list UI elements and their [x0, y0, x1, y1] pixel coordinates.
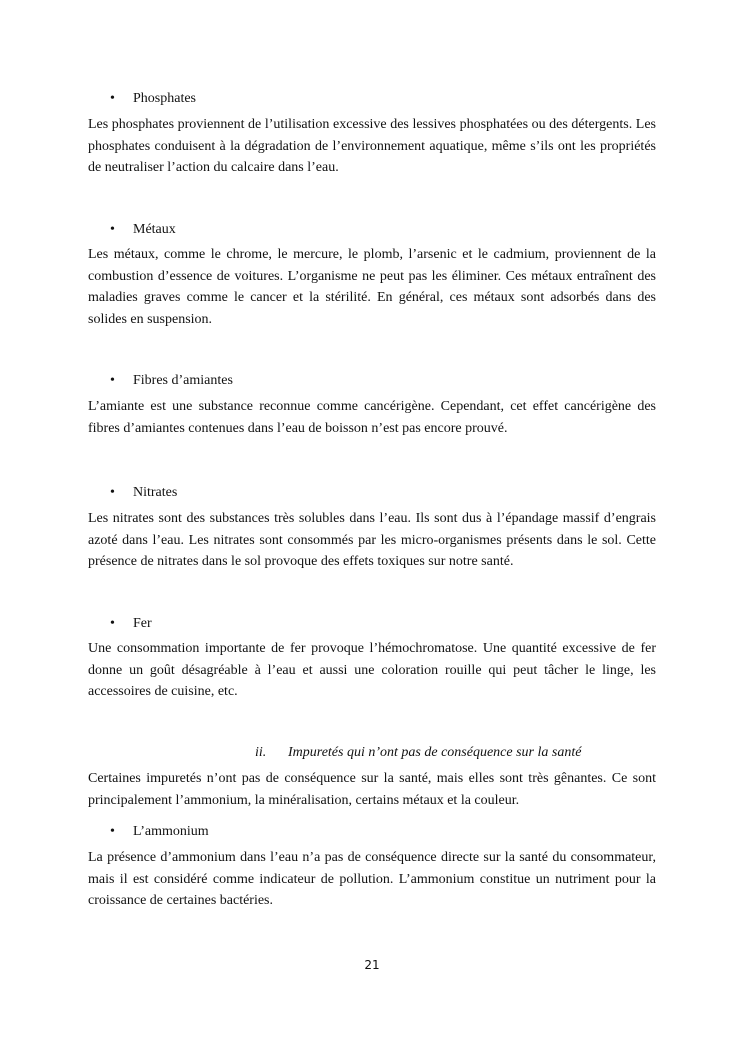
bullet-icon: •: [110, 373, 115, 388]
subsection-title: Impuretés qui n’ont pas de conséquence sur la santé: [288, 745, 582, 760]
heading-label: Fer: [133, 616, 152, 631]
subsection-number: ii.: [255, 745, 267, 760]
page-number: 21: [364, 958, 380, 972]
bullet-icon: •: [110, 91, 115, 106]
paragraph-ammonium: La présence d’ammonium dans l’eau n’a pas de conséquence directe sur la santé du consommateur, mais il est considéré comme indicateur de pollution. L’ammonium constitue un nutriment pour la croissance de certaines bactéries.: [88, 850, 656, 908]
paragraph-fer: Une consommation importante de fer provoque l’hémochromatose. Une quantité excessive de fer donne un goût désagréable à l’eau et aussi une coloration rouille qui peut tâcher le linge, les accessoires de cuisine, etc.: [88, 641, 656, 699]
heading-label: Phosphates: [133, 91, 196, 106]
heading-label: Métaux: [133, 222, 176, 237]
heading-label: L’ammonium: [133, 824, 209, 839]
paragraph-nitrates: Les nitrates sont des substances très solubles dans l’eau. Ils sont dus à l’épandage massif d’engrais azoté dans l’eau. Les nitrates sont consommés par les micro-organismes présents dans le sol. Cette présence de nitrates dans le sol provoque des effets toxiques sur notre santé.: [88, 511, 656, 569]
paragraph-metaux: Les métaux, comme le chrome, le mercure, le plomb, l’arsenic et le cadmium, proviennent de la combustion d’essence de voitures. L’organisme ne peut pas les éliminer. Ces métaux entraînent des maladies graves comme le cancer et la stérilité. En général, ces métaux sont adsorbés dans des solides en suspension.: [88, 247, 656, 327]
bullet-icon: •: [110, 485, 115, 500]
paragraph-subsection-intro: Certaines impuretés n’ont pas de conséquence sur la santé, mais elles sont très gênantes. Ce sont principalement l’ammonium, la minéralisation, certains métaux et la couleur.: [88, 771, 656, 808]
heading-label: Fibres d’amiantes: [133, 373, 233, 388]
bullet-icon: •: [110, 616, 115, 631]
heading-label: Nitrates: [133, 485, 178, 500]
paragraph-phosphates: Les phosphates proviennent de l’utilisation excessive des lessives phosphatées ou des détergents. Les phosphates conduisent à la dégradation de l’environnement aquatique, même s’ils ont les propriétés de neutraliser l’action du calcaire dans l’eau.: [88, 117, 656, 175]
paragraph-fibres-amiantes: L’amiante est une substance reconnue comme cancérigène. Cependant, cet effet cancérigène des fibres d’amiantes contenues dans l’eau de boisson n’est pas encore prouvé.: [88, 399, 656, 436]
bullet-icon: •: [110, 222, 115, 237]
subsection-heading: [255, 743, 581, 763]
bullet-icon: •: [110, 824, 115, 839]
